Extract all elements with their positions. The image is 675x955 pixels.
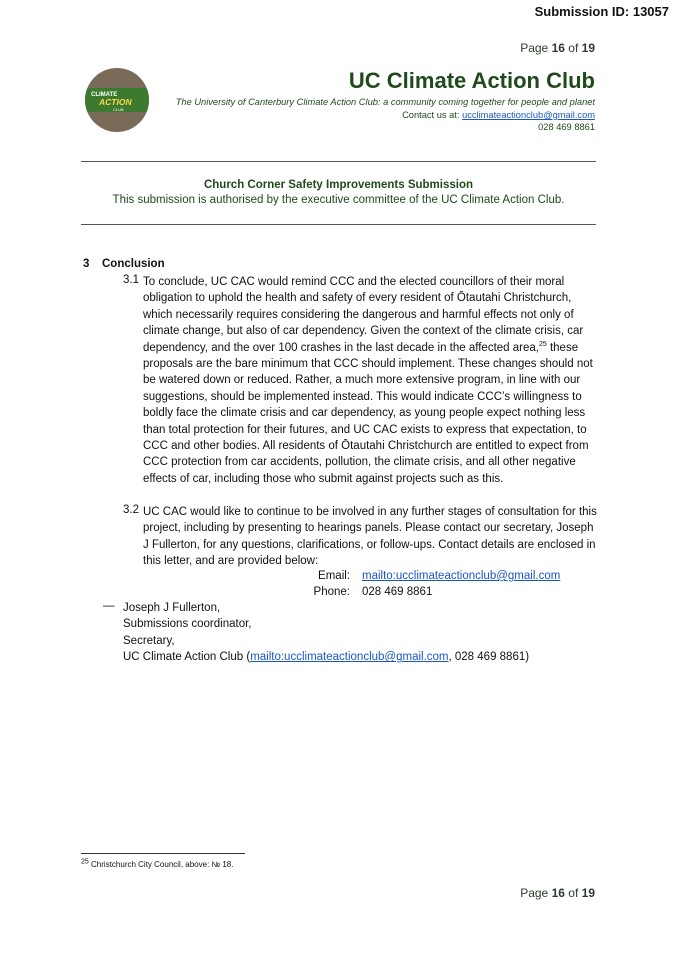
email-link[interactable]: mailto:ucclimateactionclub@gmail.com [362, 570, 561, 582]
contact-line [402, 110, 595, 120]
page-of: of [568, 41, 579, 55]
signature-position: Secretary, [123, 634, 175, 647]
phone-value: 028 469 8861 [362, 586, 433, 598]
email-label: Email: [318, 570, 350, 582]
header-divider-bottom [81, 224, 596, 225]
signature-block [123, 600, 529, 666]
phone-label: Phone: [313, 586, 350, 598]
footnote [81, 860, 233, 869]
page-number-header [520, 41, 595, 55]
section-number: 3 [83, 258, 90, 270]
page-prefix: Page [520, 41, 549, 55]
signature-dash: — [103, 600, 115, 612]
paragraph-text: To conclude, UC CAC would remind CCC and the elected councillors of their moral obligation to uphold the health and safety of every resident of Ōtautahi Christchurch, which necessarily requires considering the dangerous and harmful effects not only of climate change, but also of car dependency. Given the context of the climate crisis, car dependency, and the over 100 crashes in the last decade in the affected area, [143, 276, 584, 354]
paragraph-3-2: UC CAC would like to continue to be involved in any further stages of consultation for this project, including by presenting to hearings panels. Please contact our secretary, Joseph J Fullerton, for any questions, clarifications, or follow-ups. Contact details are enclosed in this letter, and are provided below: [143, 506, 597, 568]
page-total: 19 [581, 886, 595, 900]
signature-role: Submissions coordinator, [123, 618, 252, 631]
page-prefix: Page [520, 886, 549, 900]
contact-prefix: Contact us at: [402, 110, 460, 120]
page-of: of [568, 886, 579, 900]
footnote-text: Christchurch City Council, above: № 18. [91, 860, 234, 869]
signature-org [123, 649, 529, 665]
org-subtitle: The University of Canterbury Climate Action Club: a community coming together for people and planet [175, 97, 595, 107]
logo-text-club: CLUB [113, 107, 124, 112]
page-current: 16 [551, 41, 565, 55]
page-number-footer [520, 886, 595, 900]
submission-title: Church Corner Safety Improvements Submission [203, 179, 474, 191]
signature-org-prefix: UC Climate Action Club ( [123, 651, 251, 664]
club-logo [85, 68, 149, 132]
footnote-ref[interactable]: 25 [538, 340, 547, 348]
page-current: 16 [551, 886, 565, 900]
signature-org-suffix: , 028 469 8861) [448, 651, 530, 664]
footnote-number: 25 [81, 858, 89, 866]
paragraph-number: 3.1 [123, 274, 139, 286]
page-total: 19 [581, 41, 595, 55]
paragraph-text: these proposals are the bare minimum that CCC should implement. These changes should not be watered down or reduced. Rather, a much more extensive program, in line with our suggestions, should be implemented instead. This would indicate CCC’s willingness to boldly face the climate crisis and car dependency, as young people expect nothing less than total protection for their futures, and UC CAC exists to express that expectation, to CCC and other bodies. All residents of Ōtautahi Christchurch are entitled to expect from CCC protection from car accidents, pollution, the climate crisis, and all other negative effects of car, including those who submit against projects such as this. [143, 341, 593, 485]
logo-text-action: ACTION [99, 97, 132, 107]
signature-email-link[interactable]: mailto:ucclimateactionclub@gmail.com [250, 651, 449, 664]
section-title: Conclusion [102, 258, 165, 270]
header-divider [81, 161, 596, 162]
signature-name: Joseph J Fullerton, [123, 602, 221, 614]
org-phone: 028 469 8861 [538, 122, 595, 132]
footnote-divider [81, 853, 245, 854]
org-title: UC Climate Action Club [348, 68, 595, 93]
paragraph-3-1 [143, 274, 598, 487]
contact-email-link[interactable]: ucclimateactionclub@gmail.com [462, 110, 595, 120]
logo-text-climate: CLIMATE [91, 92, 118, 98]
submission-authorisation: This submission is authorised by the executive committee of the UC Climate Action Club. [112, 194, 565, 206]
submission-id: Submission ID: 13057 [534, 4, 669, 19]
paragraph-number: 3.2 [123, 504, 139, 516]
